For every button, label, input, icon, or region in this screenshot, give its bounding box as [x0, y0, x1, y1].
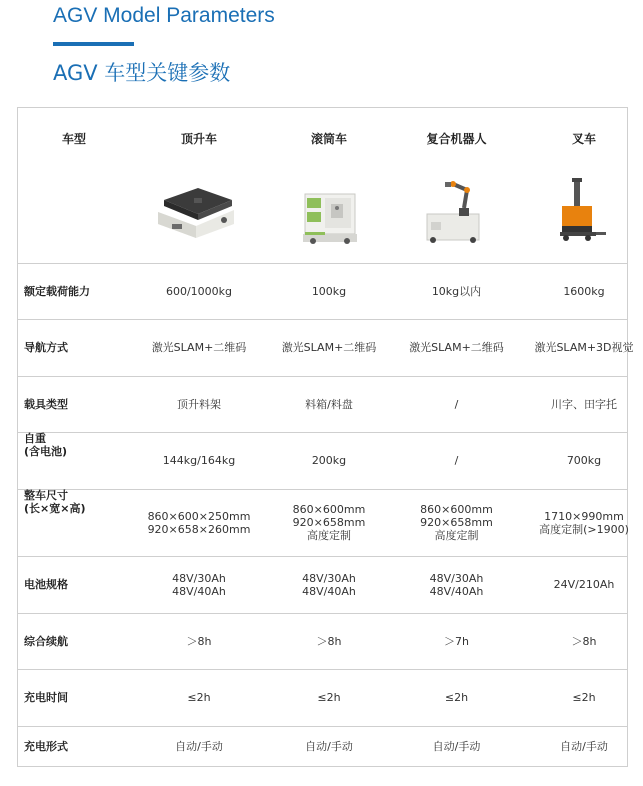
cell-forklift: 1600kg — [563, 284, 605, 298]
lift-agv-image — [154, 180, 236, 240]
cell-lift: 自动/手动 — [175, 739, 223, 753]
header-model-forklift: 叉车 — [571, 132, 596, 146]
cell-roller: ＞8h — [316, 634, 342, 648]
cell-line: 48V/30Ah — [302, 571, 356, 585]
cell-line: 48V/30Ah — [172, 571, 226, 585]
cell-forklift: 700kg — [566, 454, 602, 467]
row-label: 导航方式 — [24, 341, 68, 354]
cell-line: 高度定制(>1900) — [539, 522, 629, 536]
row-label: 电池规格 — [24, 578, 68, 591]
row-label: 额定载荷能力 — [24, 284, 90, 298]
row-charge-time — [18, 669, 627, 727]
row-label — [24, 489, 124, 556]
cell-composite — [394, 556, 519, 613]
cell-roller: 料箱/料盘 — [305, 397, 353, 411]
cell-lift: ≤2h — [187, 691, 211, 704]
table-header-row — [18, 108, 627, 264]
cell-lift — [134, 489, 264, 556]
header-model-composite: 复合机器人 — [426, 132, 487, 146]
page-title-cn: AGV 车型关键参数 — [53, 61, 231, 85]
header-model-lift: 顶升车 — [180, 132, 217, 146]
row-battery — [18, 556, 627, 614]
roller-agv-image — [301, 184, 359, 244]
cell-lift: 144kg/164kg — [162, 454, 236, 467]
cell-line: 1710×990mm — [544, 509, 624, 523]
cell-composite — [394, 489, 519, 556]
cell-line: 高度定制 — [434, 529, 479, 542]
row-endurance — [18, 613, 627, 670]
cell-composite: 激光SLAM+二维码 — [409, 341, 504, 354]
cell-line: 48V/40Ah — [172, 584, 226, 598]
forklift-image — [558, 178, 608, 244]
cell-roller: 200kg — [311, 454, 347, 467]
cell-lift: 600/1000kg — [165, 284, 233, 298]
cell-composite: 10kg以内 — [431, 284, 482, 298]
cell-roller — [264, 556, 394, 613]
cell-line: 920×658×260mm — [147, 522, 251, 536]
cell-line: 48V/30Ah — [429, 571, 484, 585]
row-label: 充电形式 — [24, 739, 68, 753]
row-label: 载具类型 — [24, 397, 68, 411]
cell-lift: 激光SLAM+二维码 — [151, 341, 247, 354]
row-dimensions — [18, 489, 627, 557]
cell-lift: ＞8h — [186, 634, 212, 648]
cell-composite: / — [454, 454, 459, 467]
row-navigation — [18, 319, 634, 377]
cell-roller: 激光SLAM+二维码 — [281, 341, 377, 354]
cell-line: 860×600mm — [292, 503, 366, 516]
row-label-sub: (长×宽×高) — [24, 502, 86, 515]
cell-composite: / — [454, 397, 459, 411]
cell-roller: ≤2h — [317, 691, 341, 704]
row-label: 综合续航 — [24, 634, 68, 648]
cell-forklift — [519, 489, 643, 556]
cell-composite: ＞7h — [444, 634, 469, 648]
row-self-weight — [18, 432, 627, 490]
row-label: 充电时间 — [24, 691, 68, 704]
cell-forklift: 激光SLAM+3D视觉 — [534, 341, 634, 354]
cell-line: 860×600mm — [420, 503, 493, 516]
cell-forklift: 自动/手动 — [560, 739, 608, 753]
cell-roller: 100kg — [311, 284, 347, 298]
page-title-en: AGV Model Parameters — [53, 4, 275, 27]
cell-forklift: 24V/210Ah — [553, 578, 615, 591]
header-label: 车型 — [61, 132, 86, 146]
row-label-main: 自重 — [24, 432, 46, 445]
cell-line: 920×658mm — [292, 516, 366, 529]
row-charge-mode — [18, 726, 627, 766]
row-label — [24, 432, 124, 489]
cell-line: 高度定制 — [307, 529, 351, 542]
row-label-sub: (含电池) — [24, 445, 68, 458]
cell-forklift: ≤2h — [572, 691, 596, 704]
cell-line: 48V/40Ah — [302, 584, 356, 598]
header-model-roller: 滚筒车 — [310, 132, 347, 146]
cell-forklift: 川字、田字托 — [551, 397, 617, 411]
cell-lift: 顶升料架 — [177, 397, 221, 411]
cell-forklift: ＞8h — [571, 634, 597, 648]
composite-robot-image — [423, 178, 485, 244]
row-carrier-type — [18, 376, 627, 433]
row-rated-load — [18, 263, 627, 320]
title-underline — [53, 42, 134, 46]
cell-line: 48V/40Ah — [429, 584, 484, 598]
parameter-table — [17, 107, 634, 767]
cell-line: 920×658mm — [420, 516, 493, 529]
cell-roller — [264, 489, 394, 556]
row-label-main: 整车尺寸 — [24, 489, 68, 502]
cell-lift — [134, 556, 264, 613]
cell-line: 860×600×250mm — [147, 509, 251, 523]
cell-composite: 自动/手动 — [432, 739, 481, 753]
cell-composite: ≤2h — [444, 691, 469, 704]
cell-roller: 自动/手动 — [305, 739, 353, 753]
